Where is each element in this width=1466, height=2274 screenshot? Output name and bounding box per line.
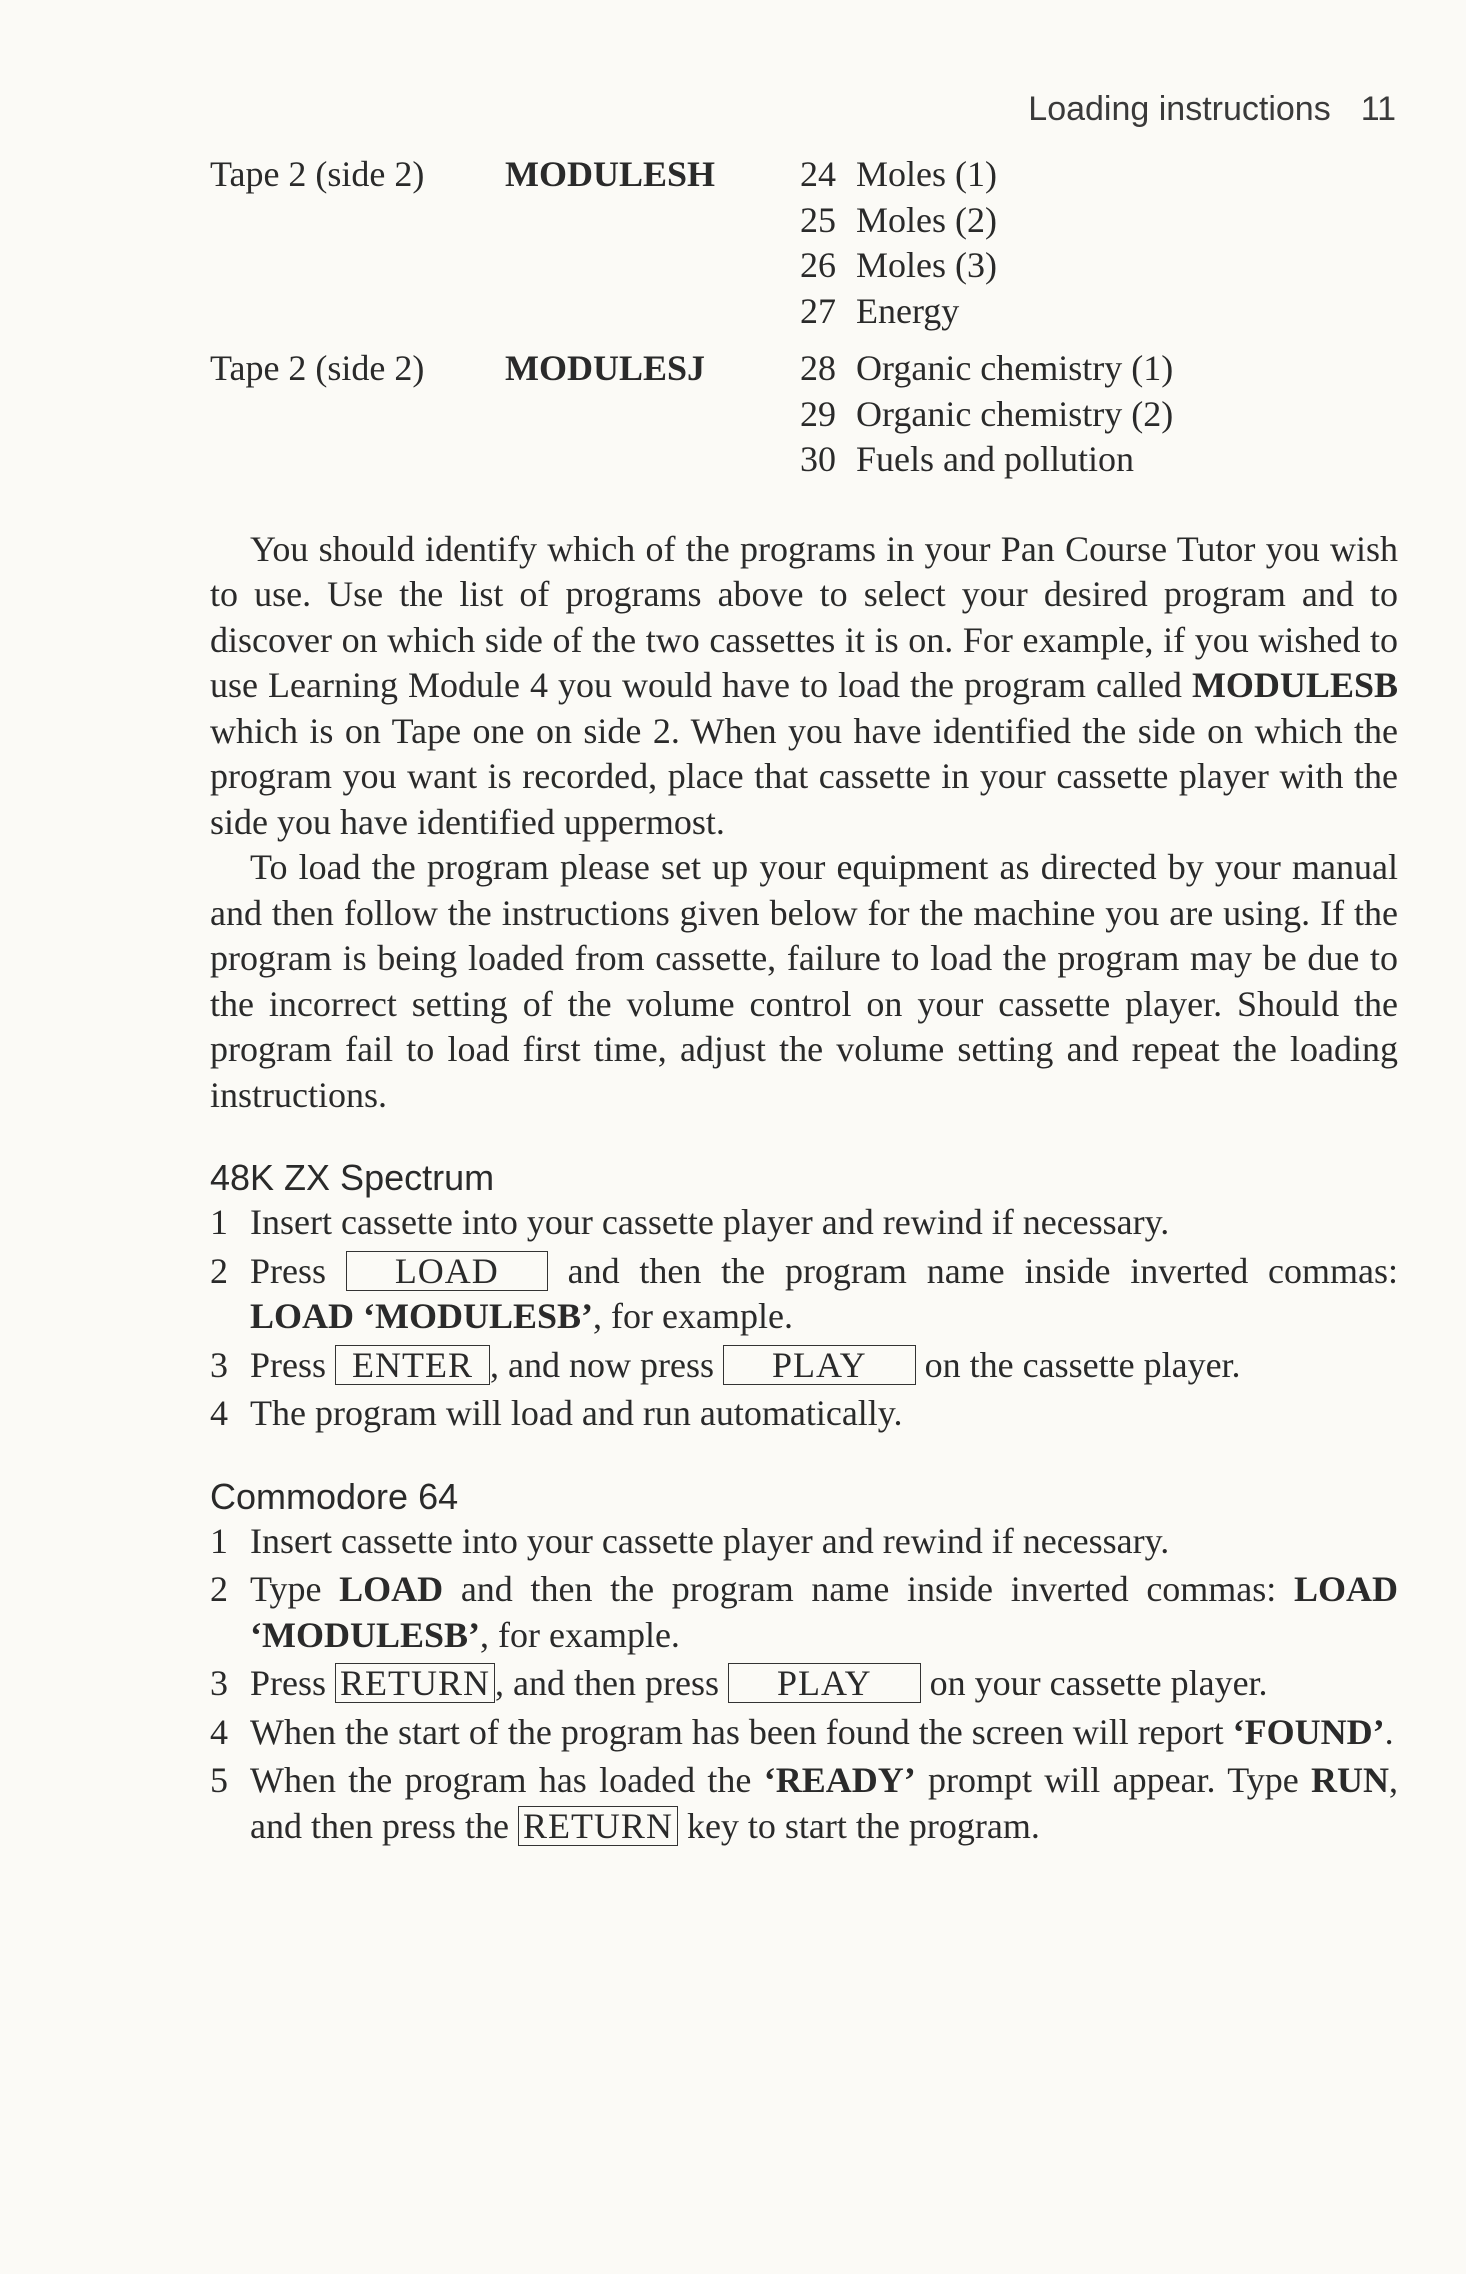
step-number: 2 [210,1250,228,1291]
tape-listing [210,152,1398,483]
list-item [210,1710,1398,1756]
lesson-item [800,152,1398,198]
list-item [210,1343,1398,1389]
text-run: , and now press [490,1344,723,1385]
list-item [210,1567,1398,1658]
text-run: , and then press [495,1663,728,1703]
tape-label: Tape 2 (side 2) [210,154,425,194]
lesson-number: 28 [800,348,836,388]
play-key: PLAY [728,1663,921,1703]
text-run: Press [250,1344,336,1385]
lesson-item [800,198,1398,244]
tape-group [210,152,1398,334]
text-run: and then the program name inside inverted commas: [547,1250,1398,1291]
lesson-number: 26 [800,245,836,285]
intro-paragraph [210,527,1398,846]
load-key: LOAD [346,1251,548,1291]
tape-label: Tape 2 (side 2) [210,348,425,388]
step-number: 4 [210,1393,228,1433]
text-run: Type [250,1569,340,1609]
text-run: When the start of the program has been found the screen will report [250,1711,1233,1752]
lesson-title: Organic chemistry (2) [856,393,1174,434]
step-number: 2 [210,1569,228,1609]
command-text: ‘FOUND’ [1232,1711,1385,1752]
lesson-item [800,243,1398,289]
lesson-number: 27 [800,290,836,331]
enter-key: ENTER [335,1345,490,1385]
section-title-c64: Commodore 64 [210,1475,459,1517]
text-run: key to start the program. [677,1805,1040,1846]
lesson-item [800,289,1398,335]
lesson-number: 25 [800,199,836,240]
list-item [210,1391,1398,1437]
loading-paragraph: To load the program please set up your equipment as directed by your manual and then follow the instructions given below for the machine you are using. If the program is being loaded from cassette, failure to load the program may be due to the incorrect setting of the volume control on your cassette player. Should the program fail to load first time, adjust the volume setting and repeat the loading instructions. [210,847,1398,1115]
step-text: The program will load and run automatically. [250,1393,903,1433]
command-text: LOAD [339,1569,444,1609]
module-name: MODULESJ [505,348,706,388]
step-text: Insert cassette into your cassette player and rewind if necessary. [250,1520,1170,1561]
list-item [210,1661,1398,1707]
page-body [210,152,1398,1852]
text-run: Press [250,1663,336,1703]
text-run: , for example. [593,1296,793,1336]
lesson-number: 24 [800,154,836,194]
step-text: Insert cassette into your cassette player and rewind if necessary. [250,1202,1170,1242]
lesson-title: Fuels and pollution [856,439,1134,479]
command-text: LOAD ‘MODULESB’ [250,1569,1398,1655]
list-item [210,1249,1398,1340]
step-number: 4 [210,1711,228,1752]
text-run: You should identify which of the programs in your Pan Course Tutor you wish to use. Use the list of programs above to select your desired program and to discover on which side of the two cassettes it is on. For example, if you wished to use Learning Module 4 you would have to load the program called [210,528,1398,705]
text-run: which is on Tape one on side 2. When you have identified the side on which the program you want is recorded, place that cassette in your cassette player with the side you have identified uppermost. [210,710,1398,842]
lesson-number: 29 [800,393,836,434]
text-run: prompt will appear. Type [915,1760,1311,1800]
list-item [210,1519,1398,1565]
lesson-title: Moles (3) [856,245,997,285]
text-run: on the cassette player. [915,1344,1241,1385]
c64-steps [210,1519,1398,1850]
text-run: , and then press the [250,1760,1398,1846]
step-number: 1 [210,1520,228,1561]
return-key: RETURN [335,1663,495,1703]
step-number: 1 [210,1202,228,1242]
command-text: ‘READY’ [763,1760,916,1800]
text-run: on your cassette player. [920,1663,1268,1703]
list-item [210,1200,1398,1246]
text-run: When the program has loaded the [250,1760,764,1800]
text-run: , for example. [480,1614,680,1655]
play-key: PLAY [723,1345,916,1385]
running-header [1028,90,1396,129]
lesson-list [800,346,1398,483]
header-title: Loading instructions [1028,90,1331,128]
module-name: MODULESH [505,154,716,194]
page-number: 11 [1360,90,1396,128]
list-item [210,1758,1398,1849]
spectrum-steps [210,1200,1398,1437]
section-title-spectrum: 48K ZX Spectrum [210,1157,495,1198]
tape-group [210,346,1398,483]
program-name: MODULESB [1191,665,1398,705]
step-number: 5 [210,1760,228,1800]
lesson-title: Moles (1) [856,154,997,194]
return-key: RETURN [518,1806,678,1846]
lesson-title: Moles (2) [856,199,997,240]
lesson-title: Energy [856,290,960,331]
lesson-item [800,437,1398,483]
lesson-number: 30 [800,439,836,479]
lesson-title: Organic chemistry (1) [856,348,1174,388]
text-run: Press [250,1250,346,1291]
lesson-list [800,152,1398,334]
command-text: LOAD ‘MODULESB’ [250,1296,594,1336]
text-run: and then the program name inside inverted commas: [443,1569,1294,1609]
text-run: . [1384,1711,1394,1752]
lesson-item [800,346,1398,392]
lesson-item [800,392,1398,438]
step-number: 3 [210,1663,228,1703]
step-number: 3 [210,1344,228,1385]
command-text: RUN [1311,1760,1389,1800]
